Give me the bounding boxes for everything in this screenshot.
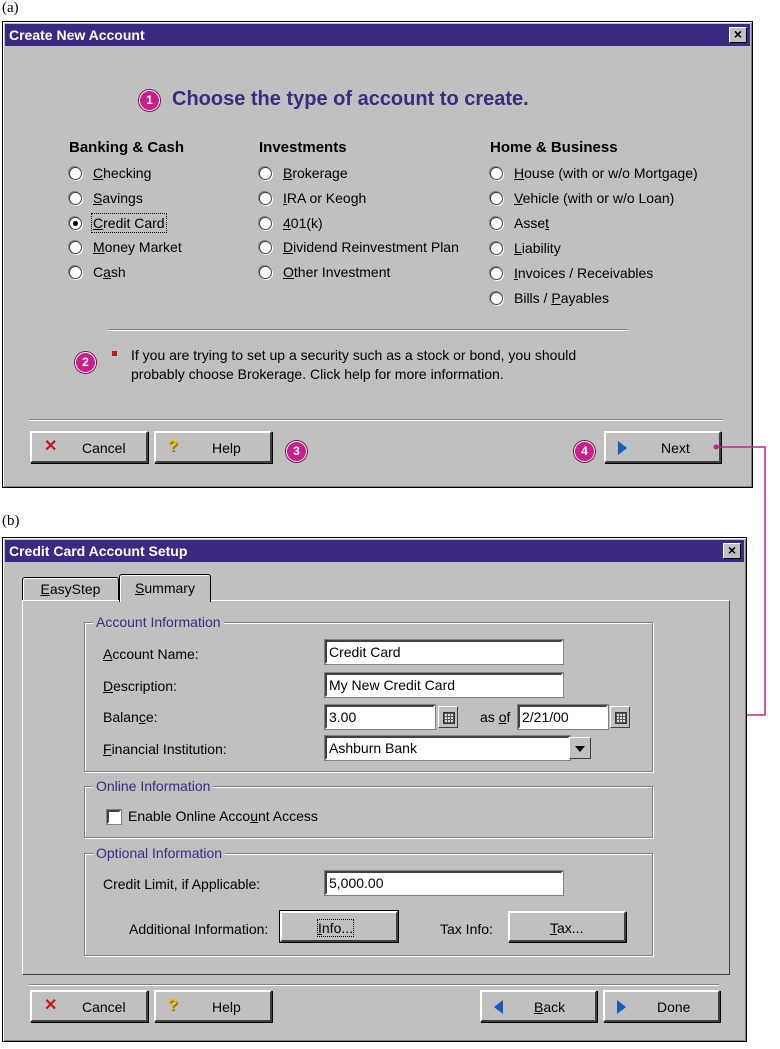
radio-label-key: P — [551, 290, 561, 306]
close-icon: × — [727, 542, 737, 558]
tab-summary-key: S — [135, 580, 145, 596]
step-1-badge: 1 — [139, 90, 160, 111]
close-icon: × — [733, 26, 743, 42]
additional-information-label: Additional Information: — [129, 921, 269, 937]
help-note-line-1: If you are trying to set up a security such as a stock or bond, you should — [131, 347, 577, 363]
radio-label-post: ther Investment — [293, 264, 391, 280]
online-information-legend: Online Information — [93, 778, 213, 794]
done-label: Done — [657, 999, 691, 1015]
tab-summary-label: ummary — [144, 580, 195, 596]
balance-key: c — [138, 709, 146, 725]
radio-label-post: ividend Reinvestment Plan — [293, 239, 459, 255]
radio-label-key: S — [93, 190, 103, 206]
done-button[interactable] — [603, 990, 720, 1022]
as-of-text-pre: as — [480, 709, 499, 725]
panel-a-label: (a) — [2, 0, 19, 16]
back-arrow-icon — [494, 1000, 503, 1014]
balance-text: e: — [145, 709, 158, 725]
financial-institution-text: inancial Institution: — [111, 741, 227, 757]
cancel-x-icon: ✕ — [44, 997, 58, 1014]
radio-label-post: sh — [110, 264, 126, 280]
radio-label-key: B — [283, 165, 293, 181]
credit-limit-label: Credit Limit, if Applicable: — [103, 876, 261, 892]
tab-easystep-label: asyStep — [49, 581, 101, 597]
radio-label-post: RA or Keogh — [286, 190, 367, 206]
help-label: Help — [212, 440, 241, 456]
radio-label-key: M — [93, 239, 105, 255]
cancel-x-icon: ✕ — [44, 438, 58, 455]
financial-institution-select[interactable]: Ashburn Bank — [325, 736, 570, 760]
tab-summary[interactable] — [119, 574, 211, 602]
radio-label-key: I — [514, 265, 518, 281]
radio-label-key: V — [514, 190, 523, 206]
tax-button-label — [550, 920, 583, 936]
window-title: Credit Card Account Setup — [9, 543, 188, 559]
info-button-label — [318, 920, 353, 936]
radio-label-key: C — [93, 165, 104, 181]
balance-label — [103, 709, 158, 725]
description-field[interactable]: My New Credit Card — [325, 673, 563, 697]
radio-label-key: a — [103, 264, 111, 280]
cancel-label: Cancel — [82, 440, 126, 456]
footer-divider — [29, 984, 719, 986]
radio-label-post: ehicle (with or w/o Loan) — [522, 190, 675, 206]
radio-label-key: I — [283, 190, 287, 206]
column-header: Banking & Cash — [69, 139, 185, 156]
back-text: ack — [543, 999, 566, 1015]
radio-label-key: L — [514, 240, 522, 256]
description-label — [103, 678, 177, 694]
step-2-badge: 2 — [75, 352, 96, 373]
chevron-down-icon[interactable] — [569, 737, 591, 759]
info-key: I — [318, 920, 322, 936]
column-header: Investments — [259, 139, 347, 156]
info-button[interactable] — [280, 911, 398, 942]
balance-text-pre: Balan — [103, 709, 139, 725]
radio-label-key: 4 — [283, 215, 291, 231]
account-information-legend: Account Information — [93, 614, 224, 630]
balance-field[interactable]: 3.00 — [325, 705, 435, 729]
description-text: escription: — [113, 678, 177, 694]
credit-card-setup-dialog — [2, 537, 747, 1042]
enable-online-access-checkbox[interactable] — [107, 810, 121, 824]
tax-button[interactable] — [508, 911, 626, 942]
radio-label-pre: Asse — [514, 215, 546, 231]
radio-label-post: oney Market — [104, 239, 182, 255]
financial-institution-key: F — [103, 741, 112, 757]
back-key: B — [534, 999, 544, 1015]
panel-b-label: (b) — [2, 513, 20, 529]
help-label: Help — [212, 999, 241, 1015]
help-question-icon: ? — [168, 438, 178, 455]
radio-label-pre: C — [93, 264, 104, 280]
tax-key: T — [550, 920, 557, 936]
financial-institution-label — [103, 741, 227, 757]
radio-label-post: hecking — [103, 165, 152, 181]
back-label — [534, 999, 565, 1015]
help-button[interactable] — [154, 990, 272, 1022]
radio-label-post: nvoices / Receivables — [517, 265, 654, 281]
radio-label-key: D — [283, 239, 294, 255]
close-button[interactable] — [723, 543, 741, 559]
setup-titlebar — [5, 540, 744, 562]
account-name-field[interactable]: Credit Card — [325, 640, 563, 664]
radio-label-pre: Bills / — [514, 290, 552, 306]
step-3-badge: 3 — [286, 441, 307, 462]
balance-calculator-icon[interactable] — [438, 706, 458, 728]
radio-label-key: H — [514, 165, 525, 181]
radio-label-post: rokerage — [292, 165, 348, 181]
radio-label-post: iability — [521, 240, 561, 256]
radio-label-post: redit Card — [103, 215, 165, 231]
as-of-key: o — [498, 709, 507, 725]
cancel-label: Cancel — [82, 999, 126, 1015]
as-of-date-field[interactable]: 2/21/00 — [518, 705, 608, 729]
radio-label-post: avings — [102, 190, 143, 206]
as-of-label — [480, 709, 510, 725]
enable-online-text: nt Access — [258, 808, 318, 824]
description-key: D — [103, 678, 114, 694]
column-header: Home & Business — [490, 139, 618, 156]
radio-label-key: t — [545, 215, 550, 231]
page-title: Choose the type of account to create. — [172, 88, 529, 110]
help-note-line-2: probably choose Brokerage. Click help for more information. — [131, 366, 504, 382]
tax-info-label: Tax Info: — [440, 921, 493, 937]
radio-label-post: 01(k) — [290, 215, 323, 231]
back-button[interactable] — [480, 990, 597, 1022]
optional-information-legend: Optional Information — [93, 845, 225, 861]
cancel-button[interactable] — [30, 990, 148, 1022]
step-4-badge: 4 — [574, 441, 595, 462]
done-arrow-icon — [617, 1000, 626, 1014]
enable-online-text-pre: Enable Online Acco — [128, 808, 251, 824]
radio-label-post: ayables — [560, 290, 609, 306]
credit-limit-field[interactable]: 5,000.00 — [325, 871, 563, 895]
tax-text: ax... — [557, 920, 584, 936]
tab-easystep[interactable] — [22, 577, 119, 601]
radio-label-key: C — [93, 215, 104, 231]
radio-label-post: ouse (with or w/o Mortgage) — [524, 165, 698, 181]
account-name-text: ccount Name: — [112, 646, 199, 662]
radio-label-key: O — [283, 264, 294, 280]
calendar-icon[interactable] — [610, 706, 630, 728]
account-name-key: A — [103, 646, 113, 662]
window-title: Create New Account — [9, 27, 145, 43]
help-question-icon: ? — [168, 997, 178, 1014]
tab-easystep-key: E — [40, 581, 50, 597]
info-text: nfo... — [321, 920, 354, 936]
account-name-label — [103, 646, 199, 662]
enable-online-access-label — [128, 808, 318, 824]
as-of-text: f — [506, 709, 511, 725]
enable-online-key: u — [250, 808, 258, 824]
next-label: Next — [661, 440, 690, 456]
